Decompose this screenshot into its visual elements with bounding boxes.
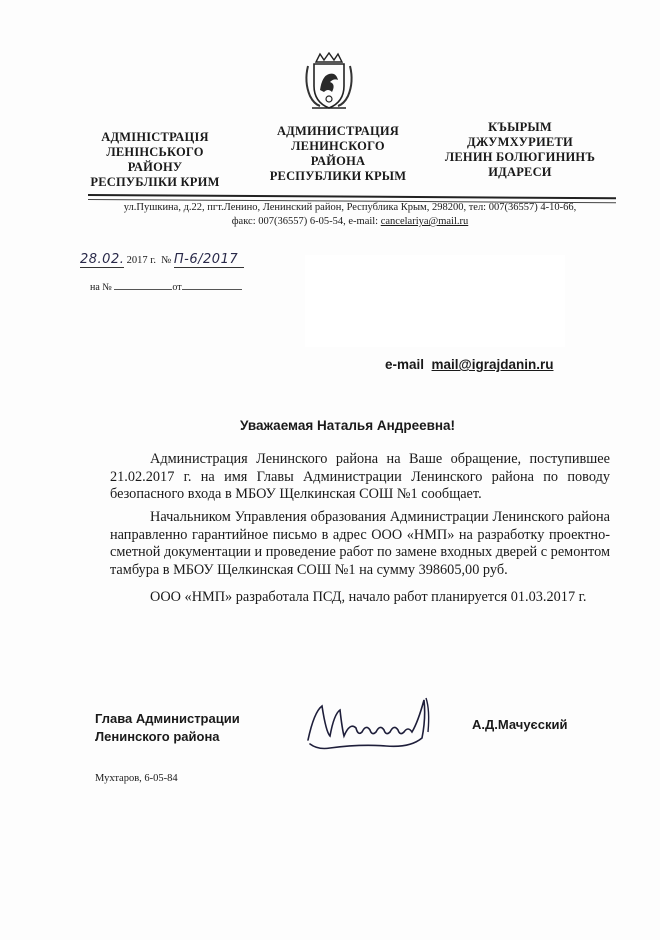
header-left-line: РАЙОНУ — [127, 160, 183, 174]
header-center-line: ЛЕНИНСКОГО — [291, 139, 385, 153]
outgoing-date-number — [80, 252, 244, 268]
reference-date-blank — [182, 289, 242, 290]
reference-number-blank — [114, 289, 172, 290]
body-paragraph: Администрация Ленинского района на Ваше обращение, поступившее 21.02.2017 г. на имя Главы Администрации Ленинского района по поводу безопасного входа в МБОУ Щелкинская СОШ №1 сообщает. — [110, 451, 610, 502]
signatory-title — [95, 710, 240, 746]
signatory-name: А.Д.Мачуєский — [472, 717, 568, 732]
header-right-line: КЪЫРЫМ — [488, 120, 552, 134]
handwritten-signature-icon — [300, 692, 450, 754]
reference-label: на № — [90, 282, 112, 293]
header-center-line: РЕСПУБЛИКИ КРЫМ — [269, 169, 407, 183]
reference-line — [90, 282, 242, 293]
header-left-line: АДМІНІСТРАЦІЯ — [101, 130, 209, 144]
recipient-email-label: e-mail — [385, 357, 425, 372]
salutation-text: Уважаемая Наталья Андреевна! — [239, 418, 456, 433]
outgoing-number-label: № — [161, 255, 172, 266]
header-russian — [258, 124, 418, 184]
office-email-link[interactable]: cancelariya@mail.ru — [380, 216, 469, 227]
recipient-email — [385, 357, 553, 372]
fax-text: факс: 007(36557) 6-05-54, e-mail: — [231, 216, 381, 227]
outgoing-year: 2017 г. — [126, 255, 156, 266]
header-crimean-tatar — [430, 120, 610, 180]
outgoing-number: П-6/2017 — [174, 252, 244, 268]
header-left-line: РЕСПУБЛІКИ КРИМ — [90, 175, 220, 189]
executor-contact: Мухтаров, 6-05-84 — [95, 773, 178, 784]
body-paragraph: Начальником Управления образования Администрации Ленинского района направленно гарантийное письмо в адрес ООО «НМП» на разработку проектно-сметной документации и проведение работ по замене входных дверей с ремонтом тамбура в МБОУ Щелкинская СОШ №1 на сумму 398605,00 руб. — [110, 509, 610, 578]
body-paragraph: ООО «НМП» разработала ПСД, начало работ планируется 01.03.2017 г. — [150, 589, 587, 605]
signatory-title-line: Глава Администрации — [95, 711, 240, 726]
crimea-coat-of-arms-icon — [302, 52, 356, 112]
header-right-line: ИДАРЕСИ — [488, 165, 552, 179]
header-center-line: РАЙОНА — [310, 154, 366, 168]
header-center-line: АДМИНИСТРАЦИЯ — [276, 124, 400, 138]
header-right-line: ДЖУМХУРИЕТИ — [467, 135, 573, 149]
contact-line — [70, 215, 630, 228]
signatory-title-line: Ленинского района — [95, 729, 220, 744]
header-left-line: ЛЕНІНСЬКОГО — [106, 145, 204, 159]
address-line: ул.Пушкина, д.22, пгт.Ленино, Ленинский район, Республика Крым, 298200, тел: 007(36557) 4-10-66, — [123, 202, 577, 213]
header-divider — [88, 194, 616, 199]
reference-from-label: от — [172, 282, 182, 293]
recipient-email-link[interactable]: mail@igrajdanin.ru — [431, 357, 554, 372]
redacted-recipient-block — [305, 255, 565, 347]
header-right-line: ЛЕНИН БОЛЮГИНИНЪ — [444, 150, 596, 164]
salutation — [0, 418, 660, 433]
outgoing-date: 28.02. — [80, 252, 125, 267]
header-ukrainian — [70, 130, 240, 190]
